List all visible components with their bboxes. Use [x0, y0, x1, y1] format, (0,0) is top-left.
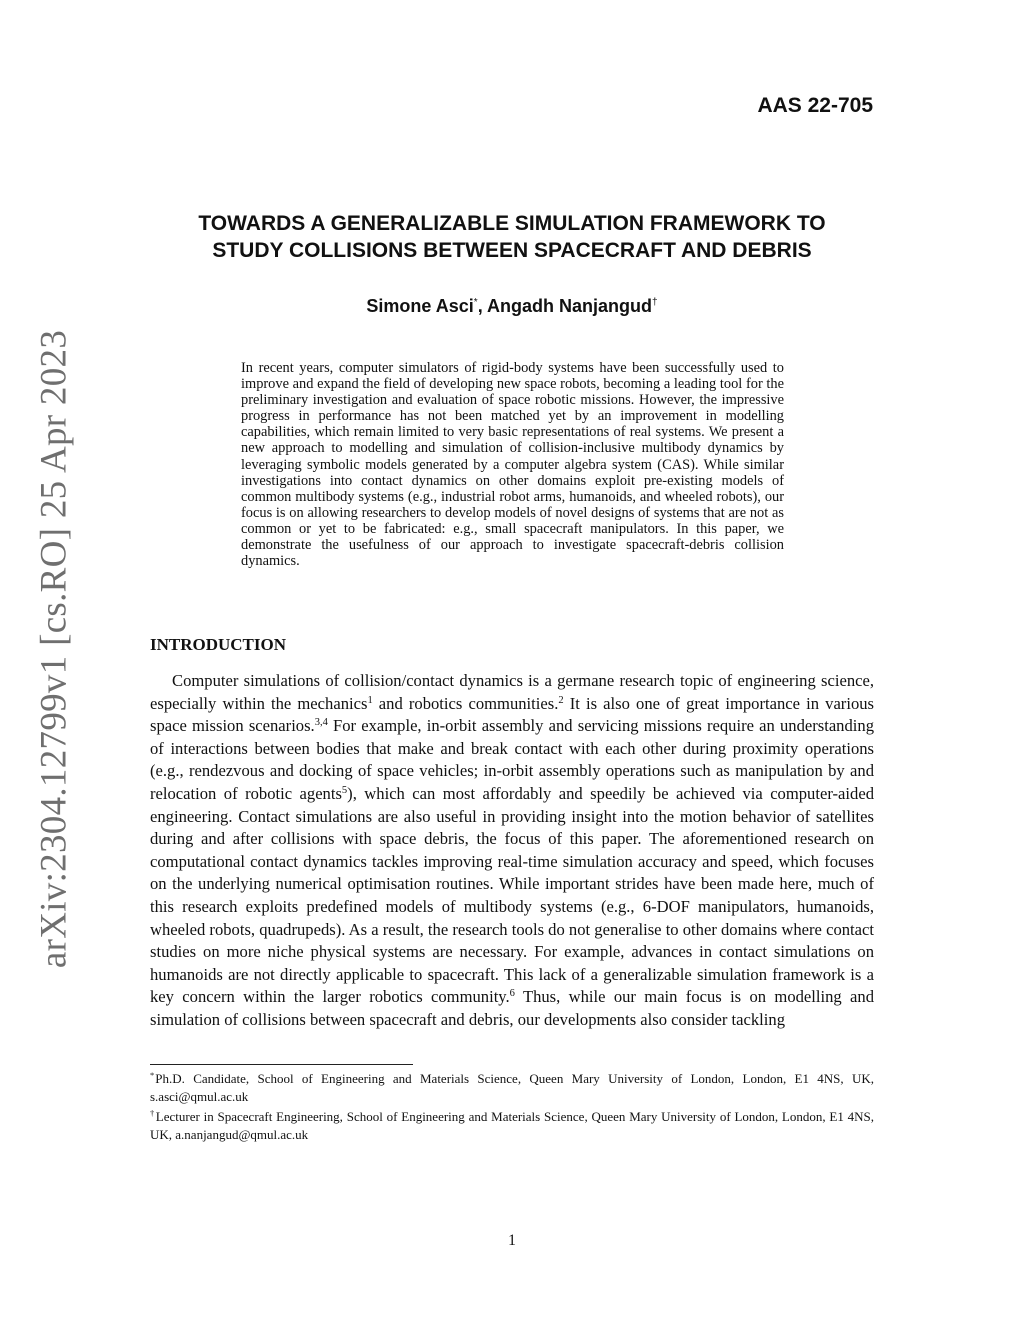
- author-name: Angadh Nanjangud: [487, 296, 653, 316]
- body-text: Thus, while our main focus is on modelling and simulation of collisions between spacecraft and debris, our developments also consider tackling: [150, 987, 874, 1029]
- author-footnote-mark: †: [652, 297, 658, 308]
- footnote: [150, 1108, 874, 1144]
- body-text: and robotics communities.: [372, 693, 559, 713]
- citation-ref[interactable]: 3,4: [314, 717, 328, 729]
- citation-ref[interactable]: 2: [558, 694, 564, 706]
- body-text: Computer simulations of collision/contact dynamics is a germane research topic of engineering science, especially within the mechanics: [150, 671, 874, 713]
- body-text: For example, in-orbit assembly and servicing missions require an understanding of interactions between bodies that make and break contact with each other during proximity operations (e.g., rendezvous and docking of space vehicles; in-orbit assembly operations such as manipulation by and relocation of robotic agents: [150, 716, 874, 803]
- citation-ref[interactable]: 5: [341, 784, 348, 796]
- author-list: Simone Asci*, Angadh Nanjangud†: [366, 296, 658, 316]
- author-name: Simone Asci: [366, 296, 474, 316]
- citation-ref[interactable]: 1: [367, 694, 373, 706]
- footnote-mark: *: [150, 1070, 155, 1080]
- paper-title-line-2: STUDY COLLISIONS BETWEEN SPACECRAFT AND DEBRIS: [212, 239, 812, 262]
- footnote: [150, 1070, 874, 1106]
- body-text: It is also one of great importance in various space mission scenarios.: [150, 693, 874, 736]
- section-heading: INTRODUCTION: [150, 635, 287, 654]
- report-number: AAS 22-705: [757, 94, 873, 117]
- paper-title-line-1: TOWARDS A GENERALIZABLE SIMULATION FRAMEWORK TO: [198, 212, 826, 235]
- arxiv-identifier-text: arXiv:2304.12799v1 [cs.RO] 25 Apr 2023: [33, 329, 75, 969]
- footnote-text: Ph.D. Candidate, School of Engineering and Materials Science, Queen Mary University of London, London, E1 4NS, UK, s.asci@qmul.ac.uk: [150, 1071, 874, 1104]
- footnote-text: Lecturer in Spacecraft Engineering, School of Engineering and Materials Science, Queen Mary University of London, London, E1 4NS, UK, a.nanjangud@qmul.ac.uk: [150, 1109, 875, 1142]
- author-footnote-mark: *: [473, 297, 478, 308]
- body-text: ), which can most affordably and speedily be achieved via computer-aided engineering. Contact simulations are also useful in providing insight into the motion behavior of satellites during and after collisions with space debris, the focus of this paper. The aforementioned research on computational contact dynamics tackles improving real-time simulation accuracy and speed, which focuses on the underlying numerical optimisation routines. While important strides have been made here, much of this research exploits predefined models of multibody systems (e.g., 6-DOF manipulators, humanoids, wheeled robots, quadrupeds). As a result, the research tools do not generalise to other domains where contact studies on more niche physical systems are necessary. For example, advances in contact simulations on humanoids are not directly applicable to spacecraft. This lack of a generalizable simulation framework is a key concern within the larger robotics community.: [150, 783, 874, 1007]
- footnote-divider: [150, 1064, 413, 1065]
- paper-title: [150, 210, 874, 264]
- abstract: In recent years, computer simulators of rigid-body systems have been successfully used to improve and expand the field of developing new space robots, becoming a leading tool for the preliminary investigation and evaluation of space robotic missions. However, the impressive progress in performance has not been matched yet by an improvement in modelling capabilities, which remain limited to very basic representations of real systems. We present a new approach to modelling and simulation of collision-inclusive multibody dynamics by leveraging symbolic models generated by a computer algebra system (CAS). While similar investigations into contact dynamics on other domains exploit pre-existing models of common multibody systems (e.g., industrial robot arms, humanoids, and wheeled robots), our focus is on allowing researchers to develop models of novel designs of systems that are not as common or yet to be fabricated: e.g., small spacecraft manipulators. In this paper, we demonstrate the usefulness of our approach to investigate spacecraft-debris collision dynamics.: [241, 360, 784, 570]
- citation-ref[interactable]: 6: [509, 988, 515, 1000]
- introduction-paragraph: [150, 670, 874, 1032]
- footnotes: [150, 1070, 874, 1146]
- footnote-mark: †: [150, 1108, 155, 1118]
- page-number: 1: [508, 1232, 516, 1249]
